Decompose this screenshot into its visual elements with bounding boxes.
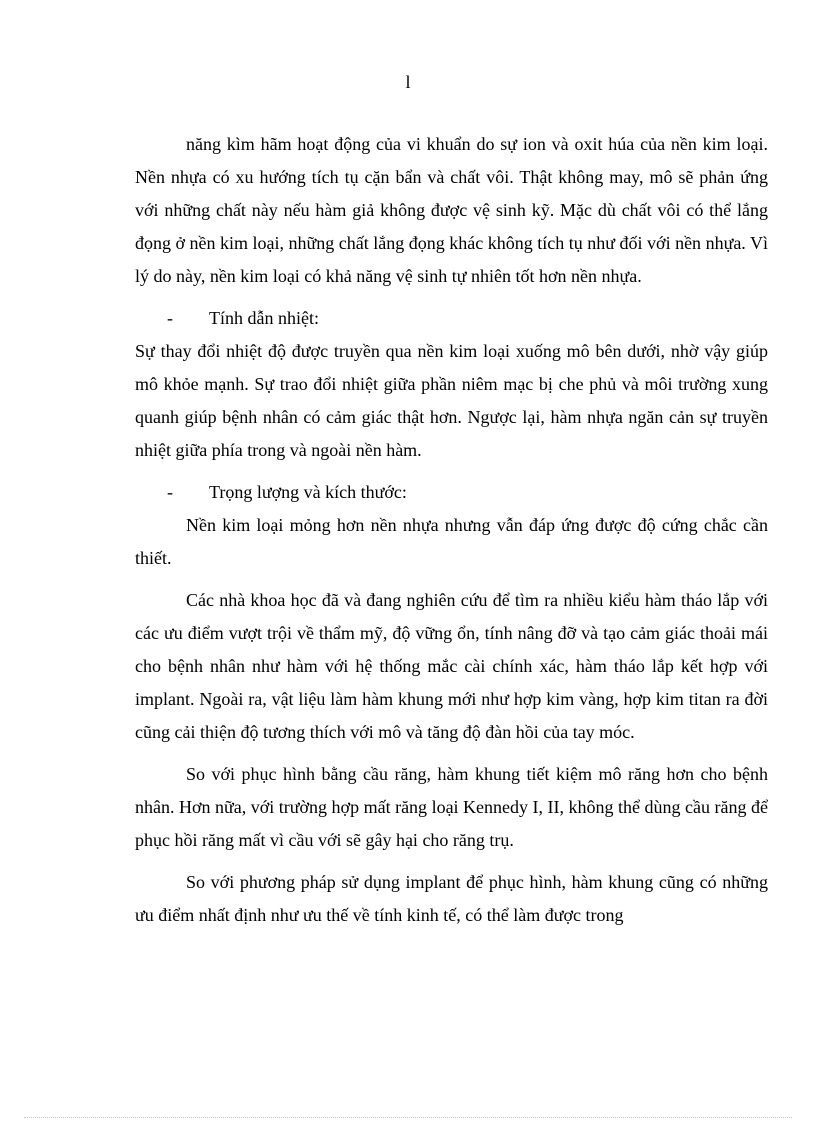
bullet-dash: - xyxy=(167,482,173,502)
bullet-label: Tính dẫn nhiệt: xyxy=(209,308,319,328)
paragraph-research: Các nhà khoa học đã và đang nghiên cứu để tìm ra nhiều kiểu hàm tháo lắp với các ưu điểm vượt trội về thẩm mỹ, độ vững ổn, tính nâng đỡ và tạo cảm giác thoải mái cho bệnh nhân như hàm với hệ thống mắc cài chính xác, hàm tháo lắp kết hợp với implant. Ngoài ra, vật liệu làm hàm khung mới như hợp kim vàng, hợp kim titan ra đời cũng cải thiện độ tương thích với mô và tăng độ đàn hồi của tay móc. xyxy=(135,590,768,742)
page-number: l xyxy=(405,72,411,92)
paragraph-thinness: Nền kim loại mỏng hơn nền nhựa nhưng vẫn đáp ứng được độ cứng chắc cần thiết. xyxy=(135,515,768,568)
page-bottom-divider xyxy=(24,1117,792,1118)
bullet-dash: - xyxy=(167,308,173,328)
bullet-weight-size xyxy=(135,476,768,509)
paragraph-bridge-comparison: So với phục hình bằng cầu răng, hàm khung tiết kiệm mô răng hơn cho bệnh nhân. Hơn nữa, với trường hợp mất răng loại Kennedy I, II, không thể dùng cầu răng để phục hồi răng mất vì cầu với sẽ gây hại cho răng trụ. xyxy=(135,764,768,850)
bullet-label: Trọng lượng và kích thước: xyxy=(209,482,407,502)
bullet-thermal-conductivity xyxy=(135,302,768,335)
paragraph-hygiene: năng kìm hãm hoạt động của vi khuẩn do sự ion và oxit húa của nền kim loại. Nền nhựa có xu hướng tích tụ cặn bẩn và chất vôi. Thật không may, mô sẽ phản ứng với những chất này nếu hàm giả không được vệ sinh kỹ. Mặc dù chất vôi có thể lắng đọng ở nền kim loại, những chất lắng đọng khác không tích tụ như đối với nền nhựa. Vì lý do này, nền kim loại có khả năng vệ sinh tự nhiên tốt hơn nền nhựa. xyxy=(135,134,768,286)
document-body xyxy=(135,128,768,932)
paragraph-thermal: Sự thay đổi nhiệt độ được truyền qua nền kim loại xuống mô bên dưới, nhờ vậy giúp mô khỏe mạnh. Sự trao đổi nhiệt giữa phần niêm mạc bị che phủ và môi trường xung quanh giúp bệnh nhân có cảm giác thật hơn. Ngược lại, hàm nhựa ngăn cản sự truyền nhiệt giữa phía trong và ngoài nền hàm. xyxy=(135,341,768,460)
paragraph-implant-comparison: So với phương pháp sử dụng implant để phục hình, hàm khung cũng có những ưu điểm nhất định như ưu thế về tính kinh tế, có thể làm được trong xyxy=(135,872,768,925)
